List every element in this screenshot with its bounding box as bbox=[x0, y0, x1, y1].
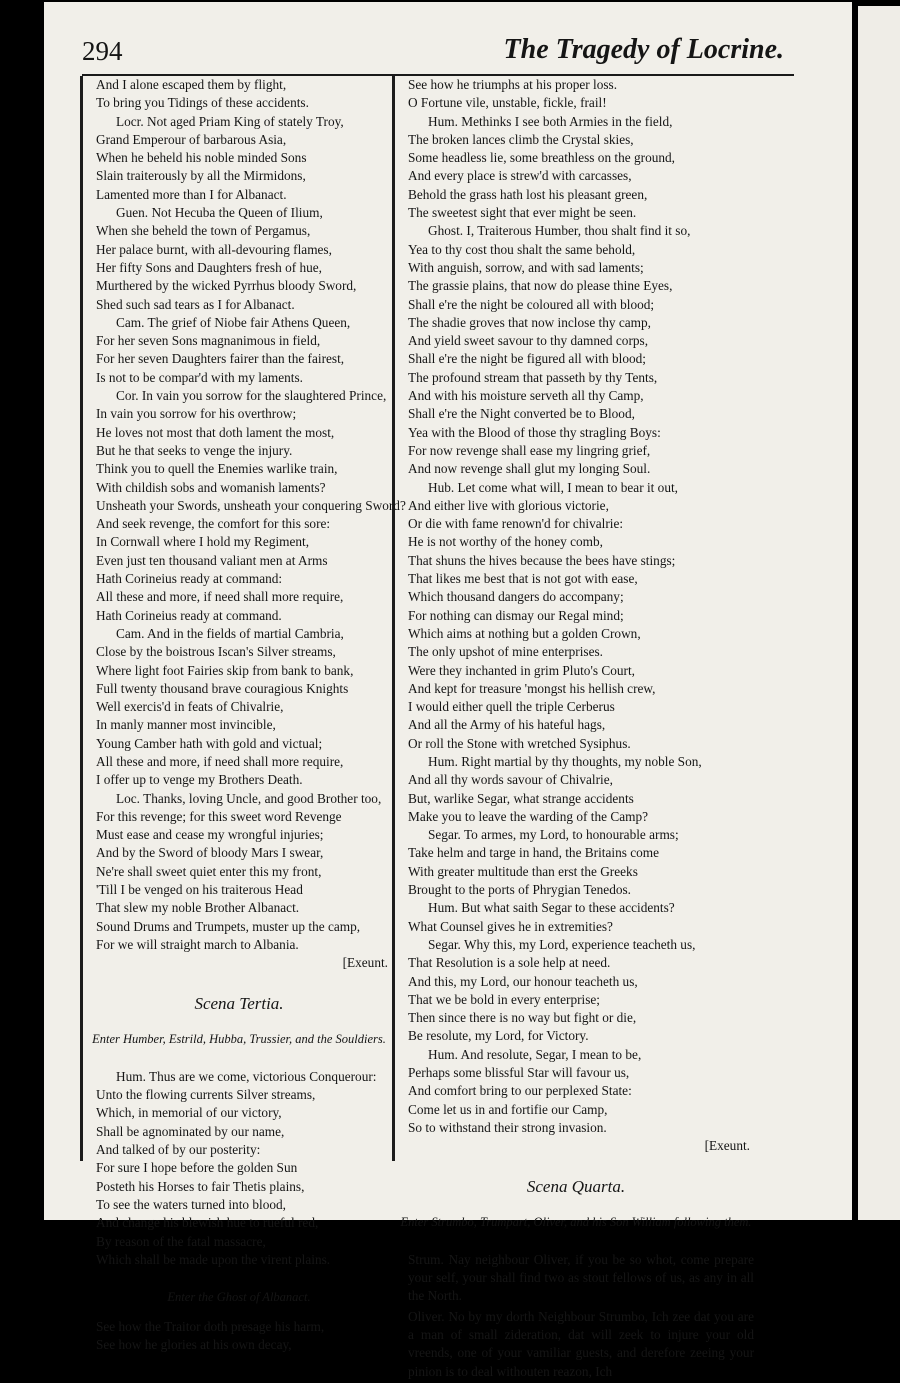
verse-line: Or roll the Stone with wretched Sysiphus. bbox=[408, 735, 631, 751]
verse-line: And change his blewish hue to rueful red, bbox=[96, 1215, 319, 1231]
stage-direction-quarta: Enter Strumbo, Trumpart, Oliver, and his Son William following them. bbox=[400, 1214, 752, 1229]
verse-line: But he that seeks to venge the injury. bbox=[96, 442, 293, 458]
verse-line: What Counsel gives he in extremities? bbox=[408, 918, 613, 934]
scene-title-quarta: Scena Quarta. bbox=[526, 1176, 626, 1196]
verse-line: That we be bold in every enterprise; bbox=[408, 991, 600, 1007]
page-number: 294 bbox=[82, 36, 123, 66]
verse-line: Ghost. I, Traiterous Humber, thou shalt find it so, bbox=[428, 223, 691, 239]
verse-line: And kept for treasure 'mongst his hellish crew, bbox=[408, 680, 656, 696]
verse-line: Hub. Let come what will, I mean to bear it out, bbox=[428, 479, 678, 495]
verse-line: And all the Army of his hateful hags, bbox=[408, 717, 606, 733]
verse-line: Shall be agnominated by our name, bbox=[96, 1123, 285, 1139]
verse-line: Yea to thy cost thou shalt the same behold, bbox=[408, 241, 636, 257]
verse-line: Make you to leave the warding of the Camp? bbox=[408, 808, 649, 824]
verse-line: And seek revenge, the comfort for this sore: bbox=[96, 516, 331, 532]
verse-line: For her seven Sons magnanimous in field, bbox=[96, 333, 321, 349]
verse-line: Segar. To armes, my Lord, to honourable arms; bbox=[428, 827, 679, 843]
verse-line: Locr. Not aged Priam King of stately Troy, bbox=[116, 113, 344, 129]
verse-line: Must ease and cease my wrongful injuries; bbox=[96, 827, 324, 843]
verse-line: In Cornwall where I hold my Regiment, bbox=[96, 534, 310, 550]
verse-line: All these and more, if need shall more require, bbox=[96, 589, 344, 605]
stage-direction-ghost: Enter the Ghost of Albanact. bbox=[167, 1290, 311, 1305]
verse-line: Shed such sad tears as I for Albanact. bbox=[96, 296, 295, 312]
verse-line: Where light foot Fairies skip from bank to bank, bbox=[96, 662, 354, 678]
verse-line: Well exercis'd in feats of Chivalrie, bbox=[96, 699, 284, 715]
verse-line: Ne're shall sweet quiet enter this my front, bbox=[96, 863, 322, 879]
verse-line: Which shall be made upon the virent plains. bbox=[96, 1251, 331, 1267]
prose-paragraph: Strum. Nay neighbour Oliver, if you be so whot, come prepare your self, your shall find two as stout fellows of us, as any in all the North. bbox=[408, 1251, 754, 1304]
exeunt-right: [Exeunt. bbox=[704, 1138, 750, 1154]
book-page bbox=[44, 2, 852, 1379]
verse-line: And talked of by our posterity: bbox=[96, 1142, 261, 1158]
verse-line: Hum. But what saith Segar to these accidents? bbox=[428, 900, 675, 916]
humber-speech-block bbox=[86, 1068, 392, 1269]
verse-line: Unto the flowing currents Silver streams, bbox=[96, 1087, 316, 1103]
verse-line: Hath Corineius ready at command: bbox=[96, 571, 283, 587]
verse-line: Or die with fame renown'd for chivalrie: bbox=[408, 516, 624, 532]
verse-line: Posteth his Horses to fair Thetis plains, bbox=[96, 1178, 305, 1194]
column-divider-rule bbox=[392, 76, 395, 1161]
ghost-speech-block bbox=[86, 1318, 392, 1355]
verse-line: And yield sweet savour to thy damned corps, bbox=[408, 333, 649, 349]
verse-line: Loc. Thanks, loving Uncle, and good Brother too, bbox=[116, 790, 382, 806]
verse-line: Cam. And in the fields of martial Cambria, bbox=[116, 625, 344, 641]
verse-line: And every place is strew'd with carcasses, bbox=[408, 168, 632, 184]
verse-line: Hum. Thus are we come, victorious Conquerour: bbox=[116, 1068, 377, 1084]
verse-line: Behold the grass hath lost his pleasant green, bbox=[408, 186, 648, 202]
left-verse-block bbox=[86, 76, 406, 954]
verse-line: Which, in memorial of our victory, bbox=[96, 1105, 282, 1121]
verse-line: Perhaps some blissful Star will favour us, bbox=[408, 1065, 630, 1081]
verse-line: For nothing can dismay our Regal mind; bbox=[408, 607, 624, 623]
verse-line: That Resolution is a sole help at need. bbox=[408, 955, 611, 971]
verse-line: For this revenge; for this sweet word Revenge bbox=[96, 808, 342, 824]
verse-line: Guen. Not Hecuba the Queen of Ilium, bbox=[116, 205, 323, 221]
spacer bbox=[398, 1231, 754, 1251]
verse-line: To bring you Tidings of these accidents. bbox=[96, 95, 309, 111]
verse-line: The sweetest sight that ever might be seen. bbox=[408, 205, 637, 221]
verse-line: Cor. In vain you sorrow for the slaughtered Prince, bbox=[116, 388, 387, 404]
verse-line: See how he triumphs at his proper loss. bbox=[408, 77, 618, 92]
verse-line: Even just ten thousand valiant men at Arms bbox=[96, 552, 328, 568]
verse-line: For sure I hope before the golden Sun bbox=[96, 1160, 298, 1176]
running-title: The Tragedy of Locrine. bbox=[503, 34, 784, 65]
verse-line: See how he glories at his own decay, bbox=[96, 1337, 292, 1353]
verse-line: Shall e're the Night converted be to Blood, bbox=[408, 406, 635, 422]
verse-line: Were they inchanted in grim Pluto's Court, bbox=[408, 662, 635, 678]
verse-line: And by the Sword of bloody Mars I swear, bbox=[96, 845, 324, 861]
verse-line: Cam. The grief of Niobe fair Athens Queen, bbox=[116, 314, 351, 330]
verse-line: Close by the boistrous Iscan's Silver streams, bbox=[96, 644, 336, 660]
spacer bbox=[86, 1269, 392, 1289]
verse-line: To see the waters turned into blood, bbox=[96, 1196, 286, 1212]
verse-line: The broken lances climb the Crystal skies, bbox=[408, 131, 634, 147]
verse-line: For we will straight march to Albania. bbox=[96, 936, 299, 952]
verse-line: Her palace burnt, with all-devouring flames, bbox=[96, 241, 332, 257]
verse-line: Segar. Why this, my Lord, experience teacheth us, bbox=[428, 936, 696, 952]
verse-line: For now revenge shall ease my lingring grief, bbox=[408, 442, 651, 458]
verse-line: Then since there is no way but fight or die, bbox=[408, 1010, 637, 1026]
verse-line: Come let us in and fortifie our Camp, bbox=[408, 1101, 608, 1117]
verse-line: Shall e're the night be coloured all with blood; bbox=[408, 296, 655, 312]
verse-line: Full twenty thousand brave couragious Knights bbox=[96, 680, 349, 696]
right-verse-block bbox=[398, 76, 754, 1137]
verse-line: By reason of the fatal massacre, bbox=[96, 1233, 266, 1249]
verse-line: See how the Traitor doth presage his harm, bbox=[96, 1319, 325, 1335]
verse-line: And comfort bring to our perplexed State: bbox=[408, 1083, 632, 1099]
verse-line: He is not worthy of the honey comb, bbox=[408, 534, 603, 550]
verse-line: The shadie groves that now inclose thy camp, bbox=[408, 314, 651, 330]
prose-block bbox=[398, 1251, 754, 1381]
scene-title-tertia: Scena Tertia. bbox=[194, 993, 284, 1013]
verse-line: Sound Drums and Trumpets, muster up the camp, bbox=[96, 918, 361, 934]
spacer bbox=[86, 1048, 392, 1068]
verse-line: Think you to quell the Enemies warlike train, bbox=[96, 461, 338, 477]
verse-line: For her seven Daughters fairer than the fairest, bbox=[96, 351, 345, 367]
left-column bbox=[86, 76, 406, 1355]
verse-line: Which aims at nothing but a golden Crown, bbox=[408, 625, 641, 641]
verse-line: When he beheld his noble minded Sons bbox=[96, 150, 307, 166]
page-header bbox=[82, 34, 794, 76]
verse-line: All these and more, if need shall more require, bbox=[96, 753, 344, 769]
verse-line: Hum. Right martial by thy thoughts, my noble Son, bbox=[428, 753, 702, 769]
verse-line: Slain traiterously by all the Mirmidons, bbox=[96, 168, 306, 184]
verse-line: Some headless lie, some breathless on the ground, bbox=[408, 150, 675, 166]
spacer bbox=[86, 1306, 392, 1318]
verse-line: With greater multitude than erst the Greeks bbox=[408, 863, 638, 879]
verse-line: That likes me best that is not got with ease, bbox=[408, 571, 638, 587]
verse-line: Lamented more than I for Albanact. bbox=[96, 186, 287, 202]
verse-line: The only upshot of mine enterprises. bbox=[408, 644, 603, 660]
verse-line: But, warlike Segar, what strange accidents bbox=[408, 790, 634, 806]
verse-line: Hath Corineius ready at command. bbox=[96, 607, 282, 623]
verse-line: And I alone escaped them by flight, bbox=[96, 77, 287, 92]
verse-line: Yea with the Blood of those thy stragling Boys: bbox=[408, 424, 661, 440]
verse-line: When she beheld the town of Pergamus, bbox=[96, 223, 311, 239]
verse-line: Young Camber hath with gold and victual; bbox=[96, 735, 323, 751]
verse-line: I would either quell the triple Cerberus bbox=[408, 699, 615, 715]
verse-line: He loves not most that doth lament the most, bbox=[96, 424, 335, 440]
verse-line: I offer up to venge my Brothers Death. bbox=[96, 772, 303, 788]
verse-line: The profound stream that passeth by thy Tents, bbox=[408, 369, 658, 385]
verse-line: Unsheath your Swords, unsheath your conquering Sword? bbox=[96, 497, 406, 513]
verse-line: Which thousand dangers do accompany; bbox=[408, 589, 624, 605]
prose-paragraph: Oliver. No by my dorth Neighbour Strumbo, Ich zee dat you are a man of small zideration, dat will zeek to injure your old vreends, one of your vamiliar guests, and derefore zeeing your pinion is to deal withouten reazon, Ich bbox=[408, 1308, 754, 1379]
verse-line: Grand Emperour of barbarous Asia, bbox=[96, 131, 287, 147]
verse-line: And all thy words savour of Chivalrie, bbox=[408, 772, 613, 788]
verse-line: Take helm and targe in hand, the Britains come bbox=[408, 845, 660, 861]
exeunt-left: [Exeunt. bbox=[342, 955, 388, 971]
verse-line: The grassie plains, that now do please thine Eyes, bbox=[408, 278, 673, 294]
verse-line: Hum. Methinks I see both Armies in the field, bbox=[428, 113, 673, 129]
verse-line: Murthered by the wicked Pyrrhus bloody Sword, bbox=[96, 278, 357, 294]
left-margin-rule bbox=[80, 76, 83, 1161]
verse-line: And with his moisture serveth all thy Camp, bbox=[408, 388, 644, 404]
verse-line: Be resolute, my Lord, for Victory. bbox=[408, 1028, 589, 1044]
stage-direction-tertia: Enter Humber, Estrild, Hubba, Trussier, and the Souldiers. bbox=[92, 1031, 386, 1046]
verse-line: O Fortune vile, unstable, fickle, frail! bbox=[408, 95, 607, 111]
verse-line: 'Till I be venged on his traiterous Head bbox=[96, 882, 303, 898]
verse-line: With anguish, sorrow, and with sad laments; bbox=[408, 259, 644, 275]
adjacent-page-edge bbox=[858, 6, 900, 1220]
verse-line: In manly manner most invincible, bbox=[96, 717, 276, 733]
verse-line: And this, my Lord, our honour teacheth us, bbox=[408, 973, 638, 989]
verse-line: That shuns the hives because the bees have stings; bbox=[408, 552, 676, 568]
verse-line: And either live with glorious victorie, bbox=[408, 497, 609, 513]
verse-line: In vain you sorrow for his overthrow; bbox=[96, 406, 297, 422]
verse-line: Shall e're the night be figured all with blood; bbox=[408, 351, 646, 367]
verse-line: Her fifty Sons and Daughters fresh of hue, bbox=[96, 259, 322, 275]
verse-line: Brought to the ports of Phrygian Tenedos. bbox=[408, 882, 632, 898]
verse-line: With childish sobs and womanish laments? bbox=[96, 479, 326, 495]
verse-line: That slew my noble Brother Albanact. bbox=[96, 900, 300, 916]
right-column bbox=[398, 76, 754, 1383]
verse-line: Hum. And resolute, Segar, I mean to be, bbox=[428, 1046, 642, 1062]
verse-line: Is not to be compar'd with my laments. bbox=[96, 369, 303, 385]
verse-line: So to withstand their strong invasion. bbox=[408, 1119, 607, 1135]
verse-line: And now revenge shall glut my longing Soul. bbox=[408, 461, 651, 477]
